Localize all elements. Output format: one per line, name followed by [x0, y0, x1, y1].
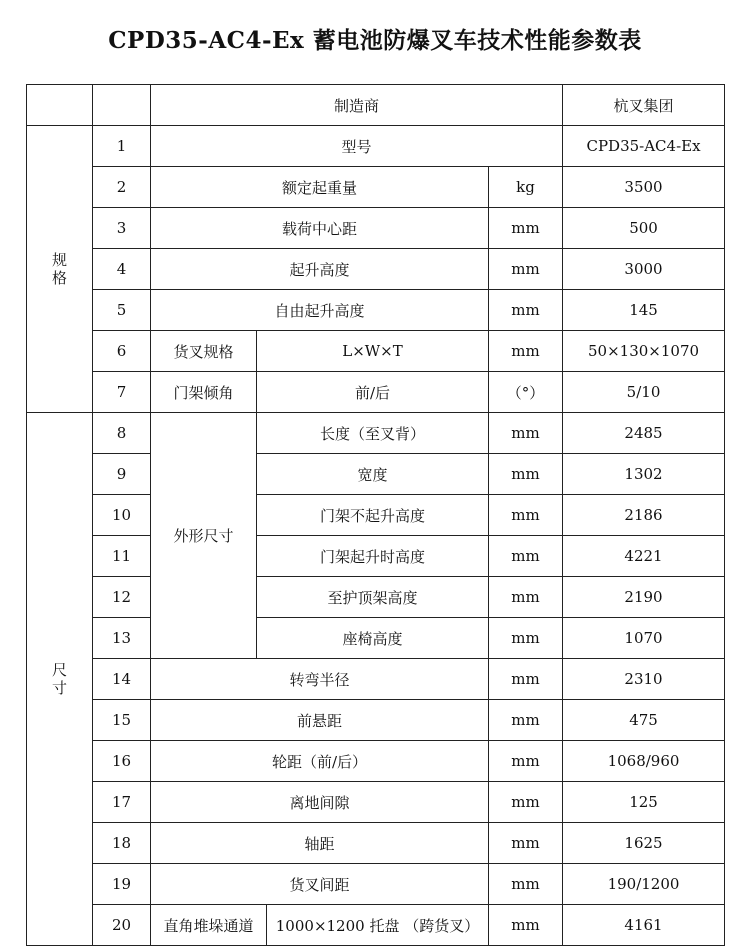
row-value: 50×130×1070 [563, 331, 725, 372]
table-row [27, 167, 725, 208]
table-row [27, 495, 725, 536]
row-item: 座椅高度 [257, 618, 489, 659]
row-unit: （°） [489, 372, 563, 413]
section-dimension-label: 尺 寸 [27, 413, 93, 946]
table-row [27, 331, 725, 372]
row-number: 3 [93, 208, 151, 249]
header-blank-1 [27, 85, 93, 126]
table-row [27, 126, 725, 167]
row-value: 500 [563, 208, 725, 249]
table-row [27, 741, 725, 782]
row-unit: mm [489, 823, 563, 864]
row-number: 13 [93, 618, 151, 659]
row-item: 轮距（前/后） [151, 741, 489, 782]
table-row [27, 249, 725, 290]
row-number: 10 [93, 495, 151, 536]
row-value: 475 [563, 700, 725, 741]
row-value: 190/1200 [563, 864, 725, 905]
table-row [27, 659, 725, 700]
row-unit: mm [489, 864, 563, 905]
table-row [27, 577, 725, 618]
outline-dimension-group: 外形尺寸 [151, 413, 257, 659]
manufacturer-value: 杭叉集团 [563, 85, 725, 126]
row-value: 125 [563, 782, 725, 823]
row-unit: mm [489, 659, 563, 700]
table-row [27, 413, 725, 454]
row-value: 1068/960 [563, 741, 725, 782]
table-row [27, 454, 725, 495]
row-unit: mm [489, 413, 563, 454]
row-item: 离地间隙 [151, 782, 489, 823]
row-unit: mm [489, 249, 563, 290]
row-unit: mm [489, 782, 563, 823]
header-blank-2 [93, 85, 151, 126]
table-row [27, 905, 725, 946]
row-number: 12 [93, 577, 151, 618]
row-unit: mm [489, 905, 563, 946]
table-row [27, 372, 725, 413]
row-number: 14 [93, 659, 151, 700]
row-unit: mm [489, 454, 563, 495]
row-unit: mm [489, 495, 563, 536]
spec-table [26, 84, 725, 946]
row-value: 3500 [563, 167, 725, 208]
table-row [27, 290, 725, 331]
table-row [27, 782, 725, 823]
row-item: L×W×T [257, 331, 489, 372]
row-value: 145 [563, 290, 725, 331]
row-item: 1000×1200 托盘 （跨货叉） [267, 905, 489, 946]
aisle-group: 直角堆垛通道 [151, 905, 267, 946]
row-value: 1070 [563, 618, 725, 659]
row-item: 长度（至叉背） [257, 413, 489, 454]
table-row [27, 618, 725, 659]
row-unit: kg [489, 167, 563, 208]
row-value: 2190 [563, 577, 725, 618]
table-row [27, 864, 725, 905]
row-number: 4 [93, 249, 151, 290]
row-number: 1 [93, 126, 151, 167]
row-item: 型号 [151, 126, 563, 167]
row-unit: mm [489, 741, 563, 782]
row-number: 7 [93, 372, 151, 413]
row-item: 门架起升时高度 [257, 536, 489, 577]
row-item: 自由起升高度 [151, 290, 489, 331]
row-unit: mm [489, 700, 563, 741]
row-unit: mm [489, 618, 563, 659]
row-item: 货叉间距 [151, 864, 489, 905]
row-value: 2485 [563, 413, 725, 454]
row-value: 2310 [563, 659, 725, 700]
table-row [27, 700, 725, 741]
row-item: 门架不起升高度 [257, 495, 489, 536]
row-value: 4161 [563, 905, 725, 946]
table-row [27, 208, 725, 249]
row-number: 15 [93, 700, 151, 741]
row-item: 宽度 [257, 454, 489, 495]
row-item: 前/后 [257, 372, 489, 413]
row-item: 转弯半径 [151, 659, 489, 700]
row-number: 17 [93, 782, 151, 823]
row-number: 11 [93, 536, 151, 577]
row-unit: mm [489, 331, 563, 372]
row-number: 16 [93, 741, 151, 782]
row-value: 1302 [563, 454, 725, 495]
row-item: 起升高度 [151, 249, 489, 290]
mast-tilt-group: 门架倾角 [151, 372, 257, 413]
row-value: 4221 [563, 536, 725, 577]
row-number: 6 [93, 331, 151, 372]
row-unit: mm [489, 577, 563, 618]
row-item: 额定起重量 [151, 167, 489, 208]
row-number: 20 [93, 905, 151, 946]
row-number: 19 [93, 864, 151, 905]
row-item: 至护顶架高度 [257, 577, 489, 618]
manufacturer-label: 制造商 [151, 85, 563, 126]
row-unit: mm [489, 536, 563, 577]
row-item: 轴距 [151, 823, 489, 864]
row-number: 5 [93, 290, 151, 331]
fork-spec-group: 货叉规格 [151, 331, 257, 372]
row-unit: mm [489, 208, 563, 249]
row-number: 8 [93, 413, 151, 454]
row-unit: mm [489, 290, 563, 331]
section-spec-label: 规 格 [27, 126, 93, 413]
table-row [27, 823, 725, 864]
row-value: CPD35-AC4-Ex [563, 126, 725, 167]
row-item: 前悬距 [151, 700, 489, 741]
row-value: 3000 [563, 249, 725, 290]
page-title: CPD35-AC4-Ex 蓄电池防爆叉车技术性能参数表 [108, 27, 642, 54]
row-value: 2186 [563, 495, 725, 536]
row-value: 5/10 [563, 372, 725, 413]
row-value: 1625 [563, 823, 725, 864]
row-number: 18 [93, 823, 151, 864]
row-item: 载荷中心距 [151, 208, 489, 249]
table-row [27, 536, 725, 577]
row-number: 2 [93, 167, 151, 208]
header-row [27, 85, 725, 126]
row-number: 9 [93, 454, 151, 495]
